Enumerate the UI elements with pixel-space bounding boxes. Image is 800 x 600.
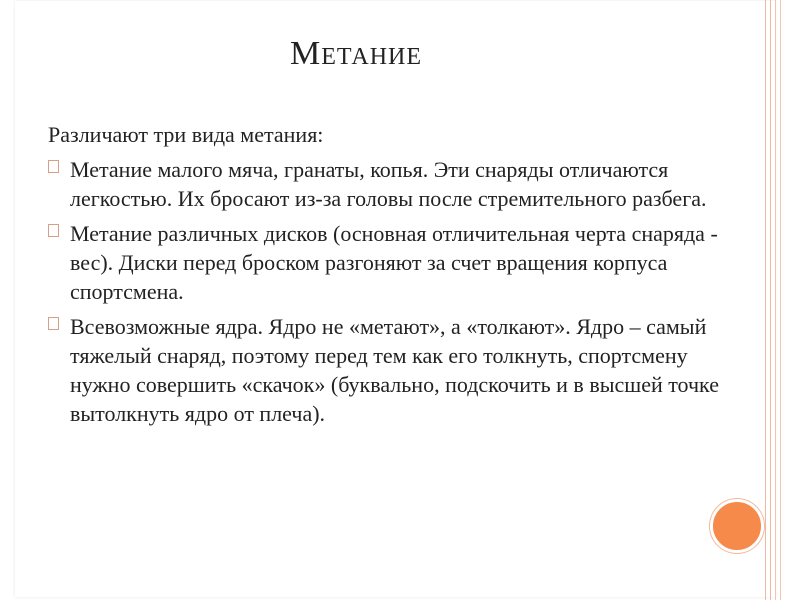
slide-content: [48, 120, 748, 434]
bullet-marker-icon: [48, 317, 59, 330]
bullet-text: Метание различных дисков (основная отличительная черта снаряда - вес). Диски перед броском разгоняют за счет вращения корпуса спортсмена.: [70, 221, 718, 304]
decorative-line: [780, 0, 781, 600]
decorative-line: [775, 0, 776, 600]
bullet-marker-icon: [48, 160, 59, 173]
bullet-item: [48, 219, 748, 306]
bullet-item: [48, 155, 748, 213]
bullet-text: Всевозможные ядра. Ядро не «метают», а «толкают». Ядро – самый тяжелый снаряд, поэтому перед тем как его толкнуть, спортсмену нужно совершить «скачок» (буквально, подскочить и в высшей точке вытолкнуть ядро от плеча).: [70, 314, 719, 426]
orange-circle-decoration: [710, 499, 764, 553]
decorative-line: [770, 0, 771, 600]
bullet-text: Метание малого мяча, гранаты, копья. Эти снаряды отличаются легкостью. Их бросают из-за головы после стремительного разбега.: [70, 157, 707, 211]
bullet-list: [48, 155, 748, 428]
decorative-line: [765, 0, 766, 600]
bullet-item: [48, 312, 748, 428]
bullet-marker-icon: [48, 224, 59, 237]
slide-title: Метание: [290, 35, 423, 72]
intro-text: Различают три вида метания:: [48, 122, 324, 147]
